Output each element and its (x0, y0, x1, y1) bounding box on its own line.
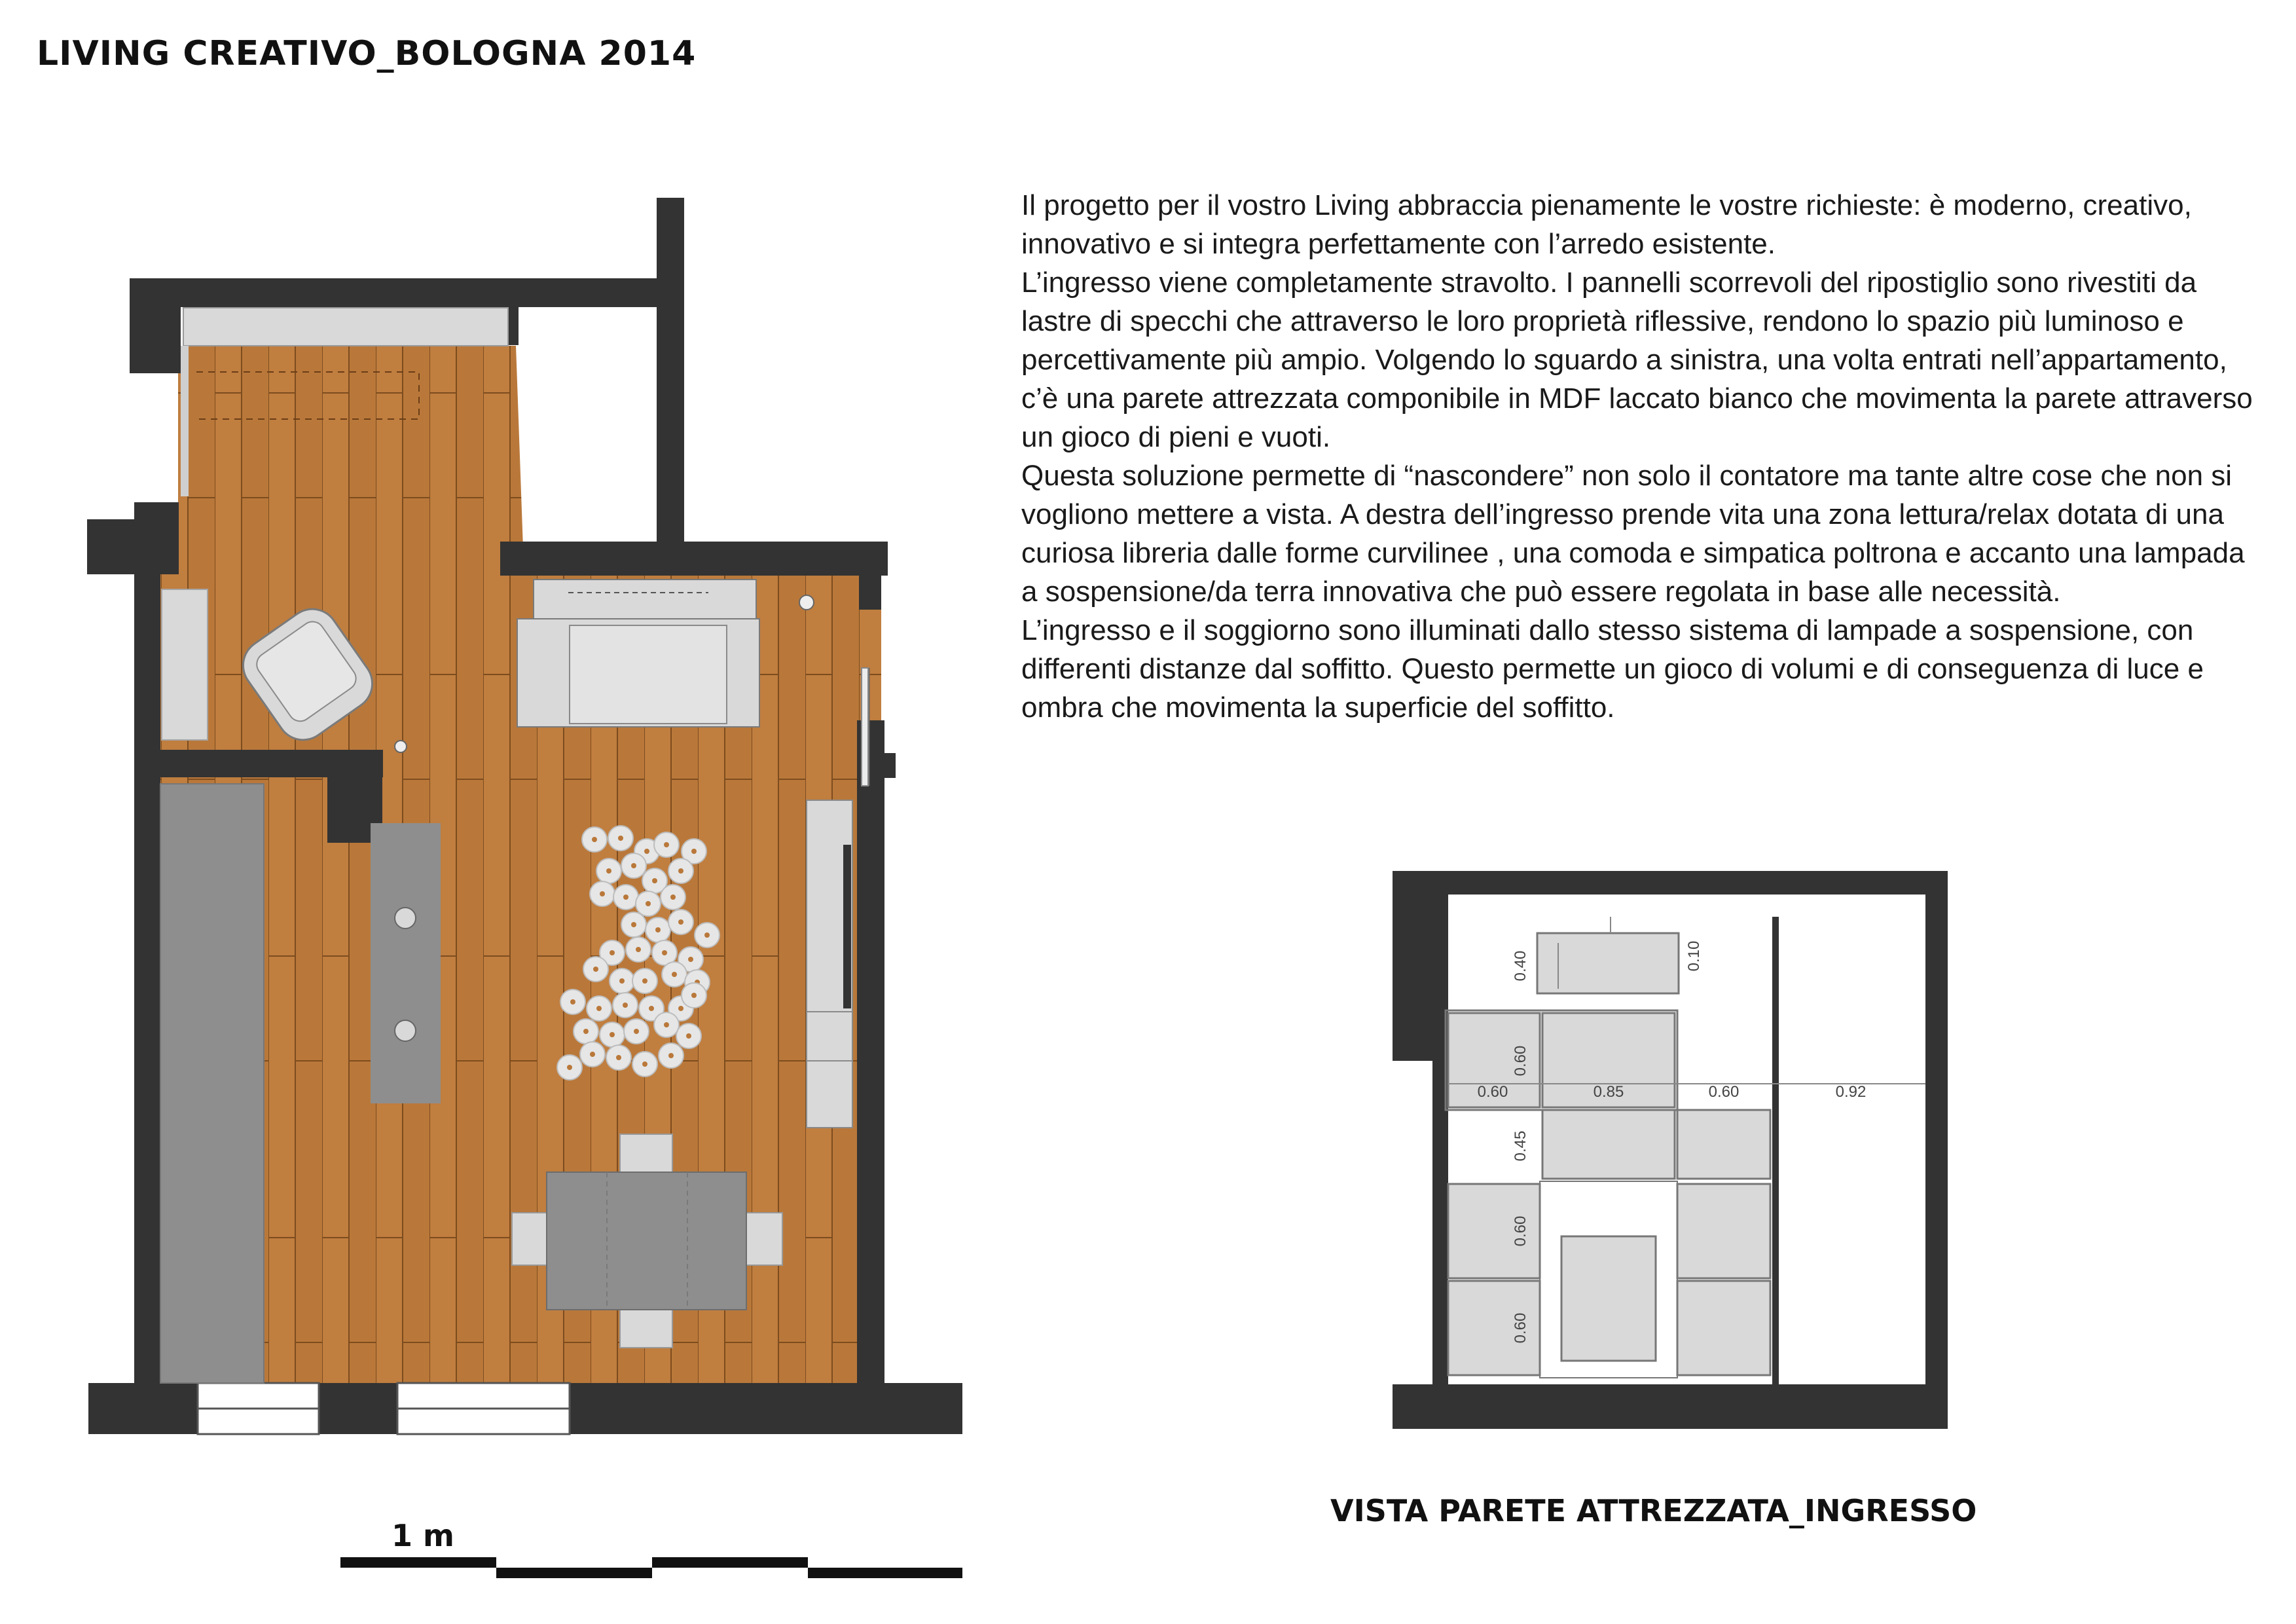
rug-disc-center (600, 891, 605, 896)
rug-disc-center (642, 1061, 647, 1067)
rug-disc-center (590, 1052, 595, 1057)
rug-disc-center (610, 1032, 615, 1037)
dining-chair (746, 1213, 782, 1265)
rug-disc-center (636, 947, 641, 952)
description-paragraph: L’ingresso e il soggiorno sono illuminati dallo stesso sistema di lampade a sospensione, con differenti distanze dal soffitto. Questo permette un gioco di volumi e di conseguenza di luce e ombra che movimenta la superficie del soffitto. (1021, 614, 2204, 724)
module (1677, 1184, 1770, 1278)
dim-w4: 0.92 (1835, 1083, 1867, 1101)
dining-table (547, 1172, 746, 1310)
entry-door-leaf (862, 668, 868, 786)
dining-chair (620, 1134, 672, 1172)
rug-disc-center (672, 972, 677, 977)
rug-disc-center (631, 863, 636, 868)
rug-disc-center (664, 842, 669, 847)
dim-w1: 0.60 (1477, 1083, 1508, 1101)
rug-disc-center (691, 849, 697, 854)
center-box (1561, 1236, 1656, 1361)
kitchen-island (371, 823, 441, 1103)
dim-h-gap: 0.10 (1685, 940, 1703, 972)
bookshelf (162, 589, 208, 740)
rug-disc-center (664, 1022, 669, 1027)
entry-mirror-wardrobe (181, 346, 189, 496)
rug-disc-center (567, 1065, 572, 1070)
rug-disc-center (606, 868, 611, 874)
dim-h3: 0.60 (1512, 1215, 1529, 1247)
page-title: LIVING CREATIVO_BOLOGNA 2014 (37, 34, 697, 73)
description-paragraph: L’ingresso viene completamente stravolto. I pannelli scorrevoli del ripostiglio sono rivestiti da lastre di specchi che attraverso le loro proprietà riflessive, rendono lo spazio più luminoso e percettivamente più ampio. Volgendo lo sguardo a sinistra, una volta entrati nell’appartamento, c’è una parete attrezzata componibile in MDF laccato bianco che movimenta la parete attraverso un gioco di pieni e vuoti. (1021, 267, 2253, 453)
rug-disc-center (619, 978, 625, 984)
rug-disc-center (616, 1055, 621, 1060)
hob-burner (395, 1020, 416, 1041)
rug-disc-center (583, 1029, 589, 1034)
rug-disc-center (668, 1053, 674, 1058)
rug-disc-center (678, 868, 683, 874)
dining-chair (620, 1310, 672, 1348)
rug-disc-center (691, 993, 697, 998)
rug-disc-center (644, 849, 649, 854)
floor-plan (87, 198, 962, 1434)
dim-h2: 0.45 (1512, 1130, 1529, 1162)
rug-disc-center (634, 1029, 639, 1034)
dining-chair (512, 1213, 548, 1265)
rug-disc-center (649, 1006, 654, 1011)
rug-disc-center (642, 978, 647, 984)
scale-label: 1 m (392, 1518, 454, 1553)
tv-screen (843, 845, 851, 1008)
rug-disc-center (646, 901, 651, 906)
rug-disc-center (631, 922, 636, 927)
rug-disc-center (704, 932, 710, 938)
rug-disc-center (596, 1006, 602, 1011)
rug-disc-center (618, 836, 623, 841)
rug-disc-center (593, 967, 598, 972)
rug-disc-center (610, 950, 615, 955)
description-paragraph: Questa soluzione permette di “nascondere” non solo il contatore ma tante altre cose che non si vogliono mettere a vista. A destra dell’ingresso prende vita una zona lettura/relax dotata di una curiosa libreria dalle forme curvilinee , una comoda e simpatica poltrona e accanto una lampada a sospensione/da terra innovativa che può essere regolata in base alle necessità. (1021, 460, 2245, 608)
scale-bar (340, 1557, 962, 1578)
storage-modules (1448, 933, 1770, 1375)
wall-storage-unit (160, 784, 264, 1383)
rug-disc-center (592, 837, 597, 842)
wall-elevation (1393, 871, 1948, 1429)
rug-disc-center (570, 999, 575, 1005)
rug-disc-center (655, 927, 661, 932)
entry-shelf (183, 308, 508, 346)
rug-disc-center (623, 895, 629, 900)
rug-disc-center (688, 957, 693, 962)
floor-lamp (799, 595, 814, 610)
rug-disc-center (678, 919, 683, 925)
dim-h-top: 0.40 (1512, 950, 1529, 982)
module (1677, 1281, 1770, 1375)
elevation-caption: VISTA PARETE ATTREZZATA_INGRESSO (1330, 1493, 1977, 1528)
dim-w3: 0.60 (1708, 1083, 1740, 1101)
module (1677, 1110, 1770, 1179)
rug-disc-center (686, 1033, 691, 1039)
rug-disc-center (623, 1003, 628, 1008)
sofa (517, 580, 759, 727)
hob-burner (395, 908, 416, 929)
rug-disc-center (662, 950, 667, 955)
rug-disc-center (678, 1006, 683, 1011)
dim-w2: 0.85 (1593, 1083, 1624, 1101)
dim-h4: 0.60 (1512, 1312, 1529, 1344)
floor-lamp (395, 741, 407, 752)
description-paragraph: Il progetto per il vostro Living abbraccia pienamente le vostre richieste: è moderno, creativo, innovativo e si integra perfettamente con l’arredo esistente. (1021, 189, 2192, 260)
module (1542, 1110, 1675, 1179)
rug-disc-center (652, 878, 657, 883)
dim-h1: 0.60 (1512, 1045, 1529, 1077)
rug-disc-center (670, 895, 676, 900)
